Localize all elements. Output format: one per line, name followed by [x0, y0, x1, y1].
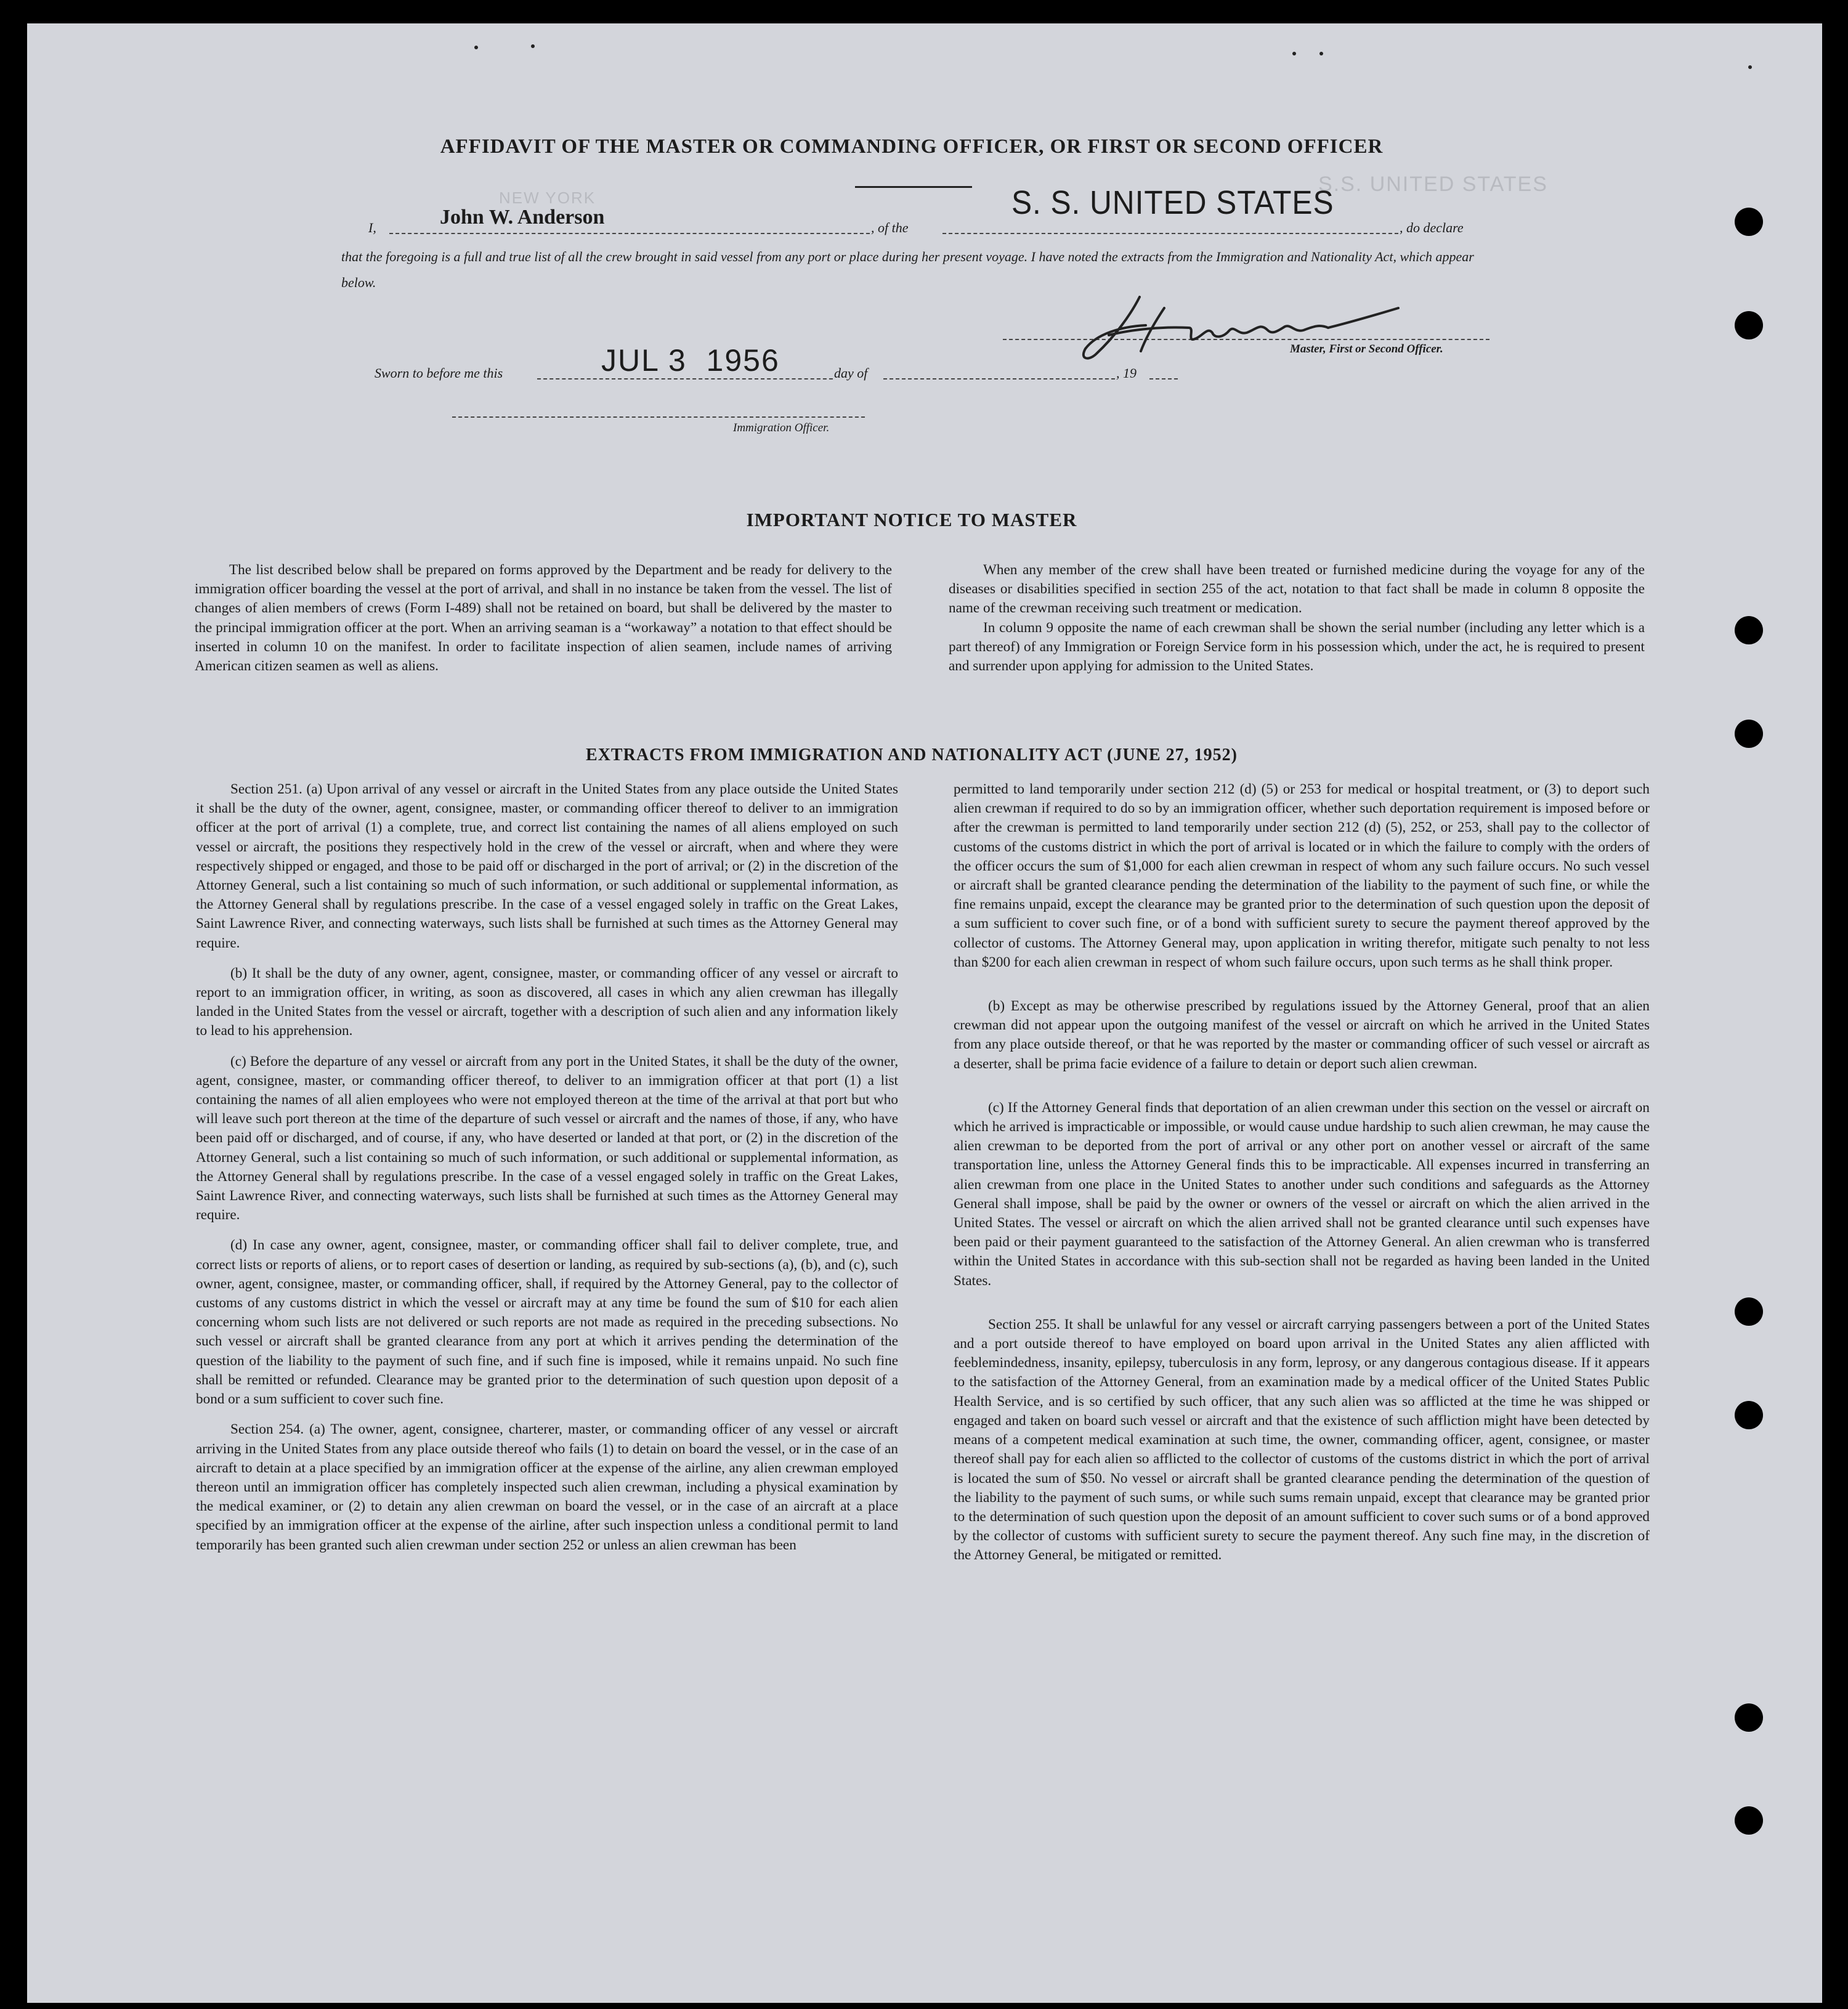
punch-hole: [1735, 1401, 1763, 1429]
vessel-name-stamp: S. S. UNITED STATES: [1011, 184, 1334, 221]
notice-right-column: [949, 561, 1645, 676]
affidavit-title: AFFIDAVIT OF THE MASTER OR COMMANDING OFFICER, OR FIRST OR SECOND OFFICER: [440, 136, 1384, 158]
section-251-b: (b) It shall be the duty of any owner, agent, consignee, master, or commanding officer of any vessel or aircraft to report to an immigration officer, in writing, as soon as discovered, all cases in which any alien crewman has illegally landed in the United States from the vessel or aircraft, together with a description of such alien and any information likely to lead to his apprehension.: [196, 965, 898, 1039]
section-251-c: (c) Before the departure of any vessel or aircraft from any port in the United States, it shall be the duty of the owner, agent, consignee, master, or commanding officer thereof, to deliver to an immigration officer at that port (1) a list containing the names of all alien employees who were not employed thereon at the time of the arrival at that port but who will leave such port thereon at the time of the departure of such vessel or aircraft and the names of those, if any, who have been paid off or discharged, and of course, if any, who have deserted or landed at that port, or (2) in the discretion of the Attorney General, such a list containing so much of such information, or such additional or supplemental information, as the Attorney General shall by regulations prescribe. In the case of a vessel engaged solely in traffic on the Great Lakes, Saint Lawrence River, and connecting waterways, such lists shall be furnished at such times as the Attorney General may require.: [196, 1053, 898, 1224]
punch-hole: [1735, 616, 1763, 644]
section-251-a: Section 251. (a) Upon arrival of any vessel or aircraft in the United States from any place outside the United States it shall be the duty of the owner, agent, consignee, master, or commanding officer thereof to deliver to an immigration officer at the port of arrival (1) a complete, true, and correct list containing the names of all aliens employed on such vessel or aircraft, the positions they respectively hold in the crew of the vessel or aircraft, when and where they were respectively shipped or engaged, and those to be paid off or discharged in the port of arrival; or (2) in the discretion of the Attorney General, such a list containing so much of such information, or such additional or supplemental information, as the Attorney General shall by regulations prescribe. In the case of a vessel engaged solely in traffic on the Great Lakes, Saint Lawrence River, and connecting waterways, such lists shall be furnished at such times as the Attorney General may require.: [196, 781, 898, 951]
punch-hole: [1735, 1806, 1763, 1835]
signature-caption: Master, First or Second Officer.: [1290, 343, 1443, 355]
section-254-b: (b) Except as may be otherwise prescribed by regulations issued by the Attorney General, proof that an alien crewman did not appear upon the outgoing manifest of the vessel or aircraft on which he arrived in the United States from any place outside thereof, or that he was reported by the master or commanding officer of such vessel or aircraft as a deserter, shall be prima facie evidence of a failure to detain or deport such alien crewman.: [954, 998, 1650, 1072]
vessel-line: [942, 233, 1398, 234]
of-the-label: , of the: [871, 220, 909, 235]
scan-speck: [1748, 65, 1752, 69]
faint-vessel-stamp: S.S. UNITED STATES: [1318, 172, 1548, 196]
punch-hole: [1735, 208, 1763, 236]
month-line: [883, 378, 1115, 379]
notice-right-paragraph-1: When any member of the crew shall have been treated or furnished medicine during the voyage for any of the diseases or disabilities specified in section 255 of the act, notation to that fact shall be made in column 8 opposite the name of the crewman receiving such treatment or medication.: [949, 562, 1645, 617]
title-rule: [855, 186, 972, 188]
section-254-c: (c) If the Attorney General finds that deportation of an alien crewman under this section on the vessel or aircraft on which he arrived is impracticable or impossible, or would cause undue hardship to such alien crewman, he may cause the alien crewman to be deported from the port of arrival or any other port on another vessel or aircraft of the same transportation line, unless the Attorney General finds this to be impracticable. All expenses incurred in transferring an alien crewman from one place in the United States to another under such conditions and safeguards as the Attorney General shall impose, shall be paid by the owner or owners of the vessel or aircraft on which the alien arrived in the United States. The vessel or aircraft on which the alien arrived shall not be granted clearance until such expenses have been paid or their payment guaranteed to the satisfaction of the Attorney General. An alien crewman who is transferred within the United States in accordance with this sub-section shall not be regarded as having been landed in the United States.: [954, 1099, 1650, 1289]
punch-hole: [1735, 311, 1763, 339]
notice-right-paragraph-2: In column 9 opposite the name of each crewman shall be shown the serial number (including any letter which is a part thereof) of any Immigration or Foreign Service form in his possession which, under the act, he is required to present and surrender upon applying for admission to the United States.: [949, 619, 1645, 675]
year-label: , 19: [1116, 365, 1137, 381]
scan-speck: [531, 44, 535, 48]
section-255: Section 255. It shall be unlawful for any vessel or aircraft carrying passengers between a port of the United States and a port outside thereof to have employed on board upon arrival in the United States any alien afflicted with feeblemindedness, insanity, epilepsy, tuberculosis in any form, leprosy, or any dangerous contagious disease. If it appears to the satisfaction of the Attorney General, from an examination made by a medical officer of the United States Public Health Service, and is so certified by such officer, that any such alien was so afflicted at the time he was shipped or engaged and taken on board such vessel or aircraft and that the existence of such affliction might have been detected by means of a competent medical examination at such time, the owner, commanding officer, agent, consignee, or master thereof shall pay for each alien so afflicted to the collector of customs of the customs district in which the port of arrival is located the sum of $50. No vessel or aircraft shall be granted clearance pending the determination of the question of the liability to the payment of such sums, or while such sums remain unpaid, except that clearance may be granted prior to the determination of such question upon the deposit of an amount sufficient to cover such sums or of a bond approved by the collector of customs with sufficient surety to secure the payment thereof. Any such fine may, in the discretion of the Attorney General, be mitigated or remitted.: [954, 1316, 1650, 1564]
sworn-date-stamp: JUL 3 1956: [601, 343, 780, 378]
notice-left-paragraph: The list described below shall be prepared on forms approved by the Department and be ready for delivery to the immigration officer boarding the vessel at the port of arrival, and shall in no instance be taken from the vessel. The list of changes of alien members of crews (Form I-489) shall not be retained on board, but shall be delivered by the master to the principal immigration officer at the port. When an arriving seaman is a “workaway” a notation to that effect should be inserted in column 10 on the manifest. In order to facilitate inspection of alien seamen, include names of arriving American citizen seamen as well as aliens.: [195, 562, 892, 675]
notice-title: IMPORTANT NOTICE TO MASTER: [746, 509, 1077, 530]
extracts-title: EXTRACTS FROM IMMIGRATION AND NATIONALITY ACT (JUNE 27, 1952): [586, 745, 1238, 765]
day-of-label: day of: [834, 365, 868, 381]
punch-hole: [1735, 1703, 1763, 1732]
do-declare-label: , do declare: [1400, 220, 1464, 235]
scan-speck: [474, 46, 478, 49]
declaration-text: that the foregoing is a full and true list of all the crew brought in said vessel from any port or place during her present voyage. I have noted the extracts from the Immigration and Nationality Act, which appear below.: [341, 249, 1474, 290]
year-line: [1149, 378, 1178, 379]
extracts-right-column: [954, 780, 1650, 1565]
section-251-d: (d) In case any owner, agent, consignee, master, or commanding officer shall fail to deliver complete, true, and correct lists or reports of aliens, or to report cases of desertion or landing, as required by sub-sections (a), (b), and (c), such owner, agent, consignee, master, or commanding officer, shall, if required by the Attorney General, pay to the collector of customs of any customs district in which the vessel or aircraft may at any time be found the sum of $10 for each alien concerning whom such lists are not delivered or such reports are not made as required in the preceding subsections. No such vessel or aircraft shall be granted clearance from any port at which it arrives pending the determination of the question of the liability to the payment of such fine, and if such fine is imposed, while it remains unpaid. No such fine shall be remitted or refunded. Clearance may be granted prior to the determination of such question upon deposit of a bond or a sum sufficient to cover such fine.: [196, 1237, 898, 1408]
scan-speck: [1292, 52, 1296, 55]
notice-left-column: [195, 561, 892, 676]
section-254-a: Section 254. (a) The owner, agent, consignee, charterer, master, or commanding officer of any vessel or aircraft arriving in the United States from any place outside thereof who fails (1) to detain on board the vessel, or in the case of an aircraft to detain at a place specified by an immigration officer at the expense of the airline, any alien crewman employed thereon until an immigration officer has completely inspected such alien crewman, including a physical examination by the medical examiner, or (2) to detain any alien crewman on board the vessel, or in the case of an aircraft at a place specified by an immigration officer at the expense of the airline, after such inspection unless a conditional permit to land temporarily has been granted such alien crewman under section 252 or unless an alien crewman has been: [196, 1421, 898, 1553]
section-254-a-continued: permitted to land temporarily under section 212 (d) (5) or 253 for medical or hospital treatment, or (3) to deport such alien crewman if required to do so by an immigration officer, whether such deportation requirement is imposed before or after the crewman is permitted to land temporarily under section 212 (d) (5), 252, or 253, shall pay to the collector of customs of the customs district in which the port of arrival is located or in which the failure to comply with the orders of the officer occurs the sum of $1,000 for each alien crewman in respect of whom any such failure occurs. No such vessel or aircraft shall be granted clearance pending the determination of the liability to the payment of such fine, or while the fine remains unpaid, except the clearance may be granted prior to the determination of such question upon the deposit of a sum sufficient to cover such fine, or of a bond with sufficient surety to secure the payment thereof approved by the collector of customs. The Attorney General may, upon application in writing therefor, mitigate such penalty to not less than $200 for each alien crewman in respect of whom such failure occurs, upon such terms as he shall think proper.: [954, 781, 1650, 970]
immigration-officer-line: [452, 416, 865, 418]
scan-speck: [1319, 52, 1323, 55]
punch-hole: [1735, 720, 1763, 748]
i-label: I,: [368, 220, 376, 235]
faint-port-stamp: NEW YORK: [499, 189, 596, 207]
punch-hole: [1735, 1297, 1763, 1326]
sworn-date-line: [537, 378, 833, 379]
immigration-officer-caption: Immigration Officer.: [733, 421, 830, 434]
sworn-label: Sworn to before me this: [375, 365, 503, 381]
name-line: [389, 233, 870, 234]
handwritten-signature: [1072, 290, 1417, 370]
master-name: John W. Anderson: [440, 206, 605, 229]
extracts-left-column: [196, 780, 898, 1555]
